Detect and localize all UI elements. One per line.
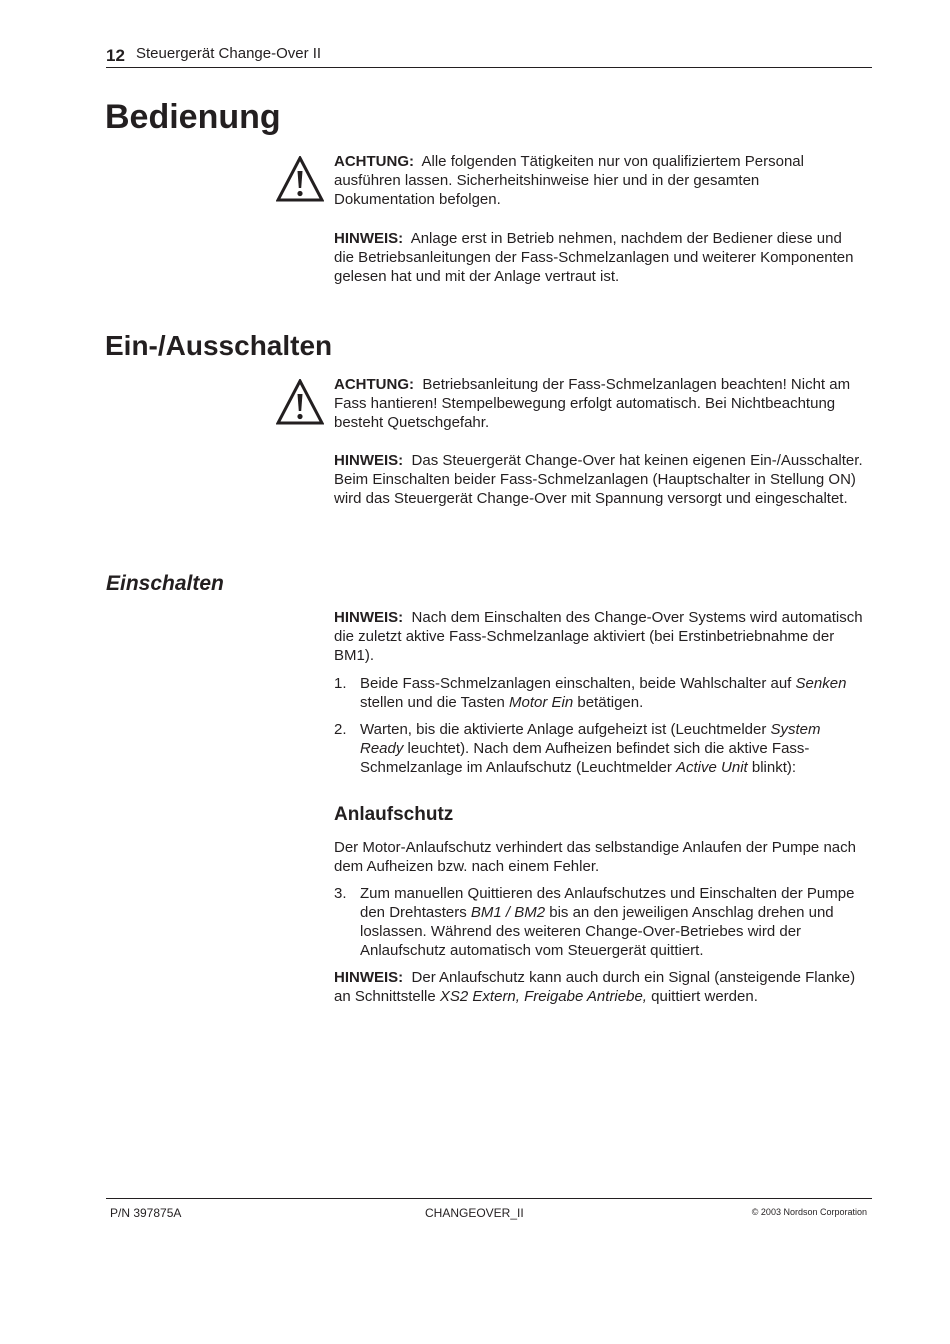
step-number: 2. bbox=[334, 721, 347, 738]
note-text-3 bbox=[334, 608, 864, 665]
heading-einschalten: Einschalten bbox=[106, 572, 224, 595]
note-text-1 bbox=[334, 229, 864, 286]
note-label: HINWEIS: bbox=[334, 452, 404, 469]
warning-body: Betriebsanleitung der Fass-Schmelzanlagen beachten! Nicht am Fass hantieren! Stempelbewegung erfolgt automatisch. Bei Nichtbeachtung besteht Quetschgefahr. bbox=[334, 376, 851, 431]
term-xs2-extern: XS2 Extern, Freigabe Antriebe, bbox=[439, 988, 647, 1005]
list-item-step-3: 3. Zum manuellen Quittieren des Anlaufschutzes und Einschalten der Pumpe den Drehtasters BM1 / BM2 bis an den jeweiligen Anschlag drehen und loslassen. Während des weiteren Change-Over-Betriebes wird der Anlaufschutz automatisch vom Steuergerät quittiert. bbox=[334, 885, 855, 959]
page-header bbox=[106, 44, 872, 68]
step-number: 1. bbox=[334, 675, 347, 692]
term-senken: Senken bbox=[795, 675, 847, 692]
note-body: Nach dem Einschalten des Change-Over Systems wird automatisch die zuletzt aktive Fass-Schmelzanlage aktiviert (bei Erstinbetriebnahme der BM1). bbox=[334, 609, 863, 664]
list-item-step-1: 1. Beide Fass-Schmelzanlagen einschalten, beide Wahlschalter auf Senken stellen und die Tasten Motor Ein betätigen. bbox=[334, 675, 847, 711]
warning-text-2 bbox=[334, 375, 864, 432]
warning-label: ACHTUNG: bbox=[334, 376, 414, 393]
note-text-4: HINWEIS: Der Anlaufschutz kann auch durch ein Signal (ansteigende Flanke) an Schnittstelle XS2 Extern, Freigabe Antriebe, quittiert werden. bbox=[334, 969, 856, 1005]
footer-document-code: CHANGEOVER_II bbox=[425, 1206, 524, 1220]
note-label: HINWEIS: bbox=[334, 609, 404, 626]
anlaufschutz-intro: Der Motor-Anlaufschutz verhindert das selbstandige Anlaufen der Pumpe nach dem Aufheizen bzw. nach einem Fehler. bbox=[334, 839, 856, 875]
footer-copyright: © 2003 Nordson Corporation bbox=[751, 1207, 867, 1217]
note-label: HINWEIS: bbox=[334, 230, 404, 247]
term-bm1-bm2: BM1 / BM2 bbox=[470, 904, 546, 921]
step-number: 3. bbox=[334, 885, 347, 902]
note-text-2 bbox=[334, 451, 864, 508]
term-system-ready: System Ready bbox=[360, 721, 821, 757]
warning-icon bbox=[276, 156, 324, 202]
footer-divider bbox=[106, 1198, 872, 1199]
page-number: 12 bbox=[106, 46, 125, 65]
header-document-title: Steuergerät Change-Over II bbox=[136, 45, 322, 62]
warning-icon bbox=[276, 379, 324, 425]
footer-part-number: P/N 397875A bbox=[110, 1206, 182, 1220]
heading-ein-ausschalten: Ein-/Ausschalten bbox=[105, 330, 333, 361]
note-label: HINWEIS: bbox=[334, 969, 404, 986]
term-motor-ein: Motor Ein bbox=[509, 694, 574, 711]
note-body: Anlage erst in Betrieb nehmen, nachdem der Bediener diese und die Betriebsanleitungen der Fass-Schmelzanlagen und weiterer Komponenten gelesen hat und mit der Anlage vertraut ist. bbox=[334, 230, 854, 285]
heading-anlaufschutz: Anlaufschutz bbox=[334, 804, 454, 825]
warning-body: Alle folgenden Tätigkeiten nur von qualifiziertem Personal ausführen lassen. Sicherheitshinweise hier und in der gesamten Dokumentation befolgen. bbox=[334, 153, 804, 208]
heading-bedienung: Bedienung bbox=[105, 98, 281, 136]
note-body: Das Steuergerät Change-Over hat keinen eigenen Ein-/Ausschalter. Beim Einschalten beider Fass-Schmelzanlagen (Hauptschalter in Stellung ON) wird das Steuergerät Change-Over mit Spannung versorgt und eingeschaltet. bbox=[334, 452, 863, 507]
list-item-step-2: 2. Warten, bis die aktivierte Anlage aufgeheizt ist (Leuchtmelder System Ready leuchtet). Nach dem Aufheizen befindet sich die aktive Fass-Schmelzanlage im Anlaufschutz (Leuchtmelder Active Unit blinkt): bbox=[334, 721, 821, 776]
warning-label: ACHTUNG: bbox=[334, 153, 414, 170]
warning-text-1 bbox=[334, 152, 864, 209]
term-active-unit: Active Unit bbox=[676, 759, 748, 776]
